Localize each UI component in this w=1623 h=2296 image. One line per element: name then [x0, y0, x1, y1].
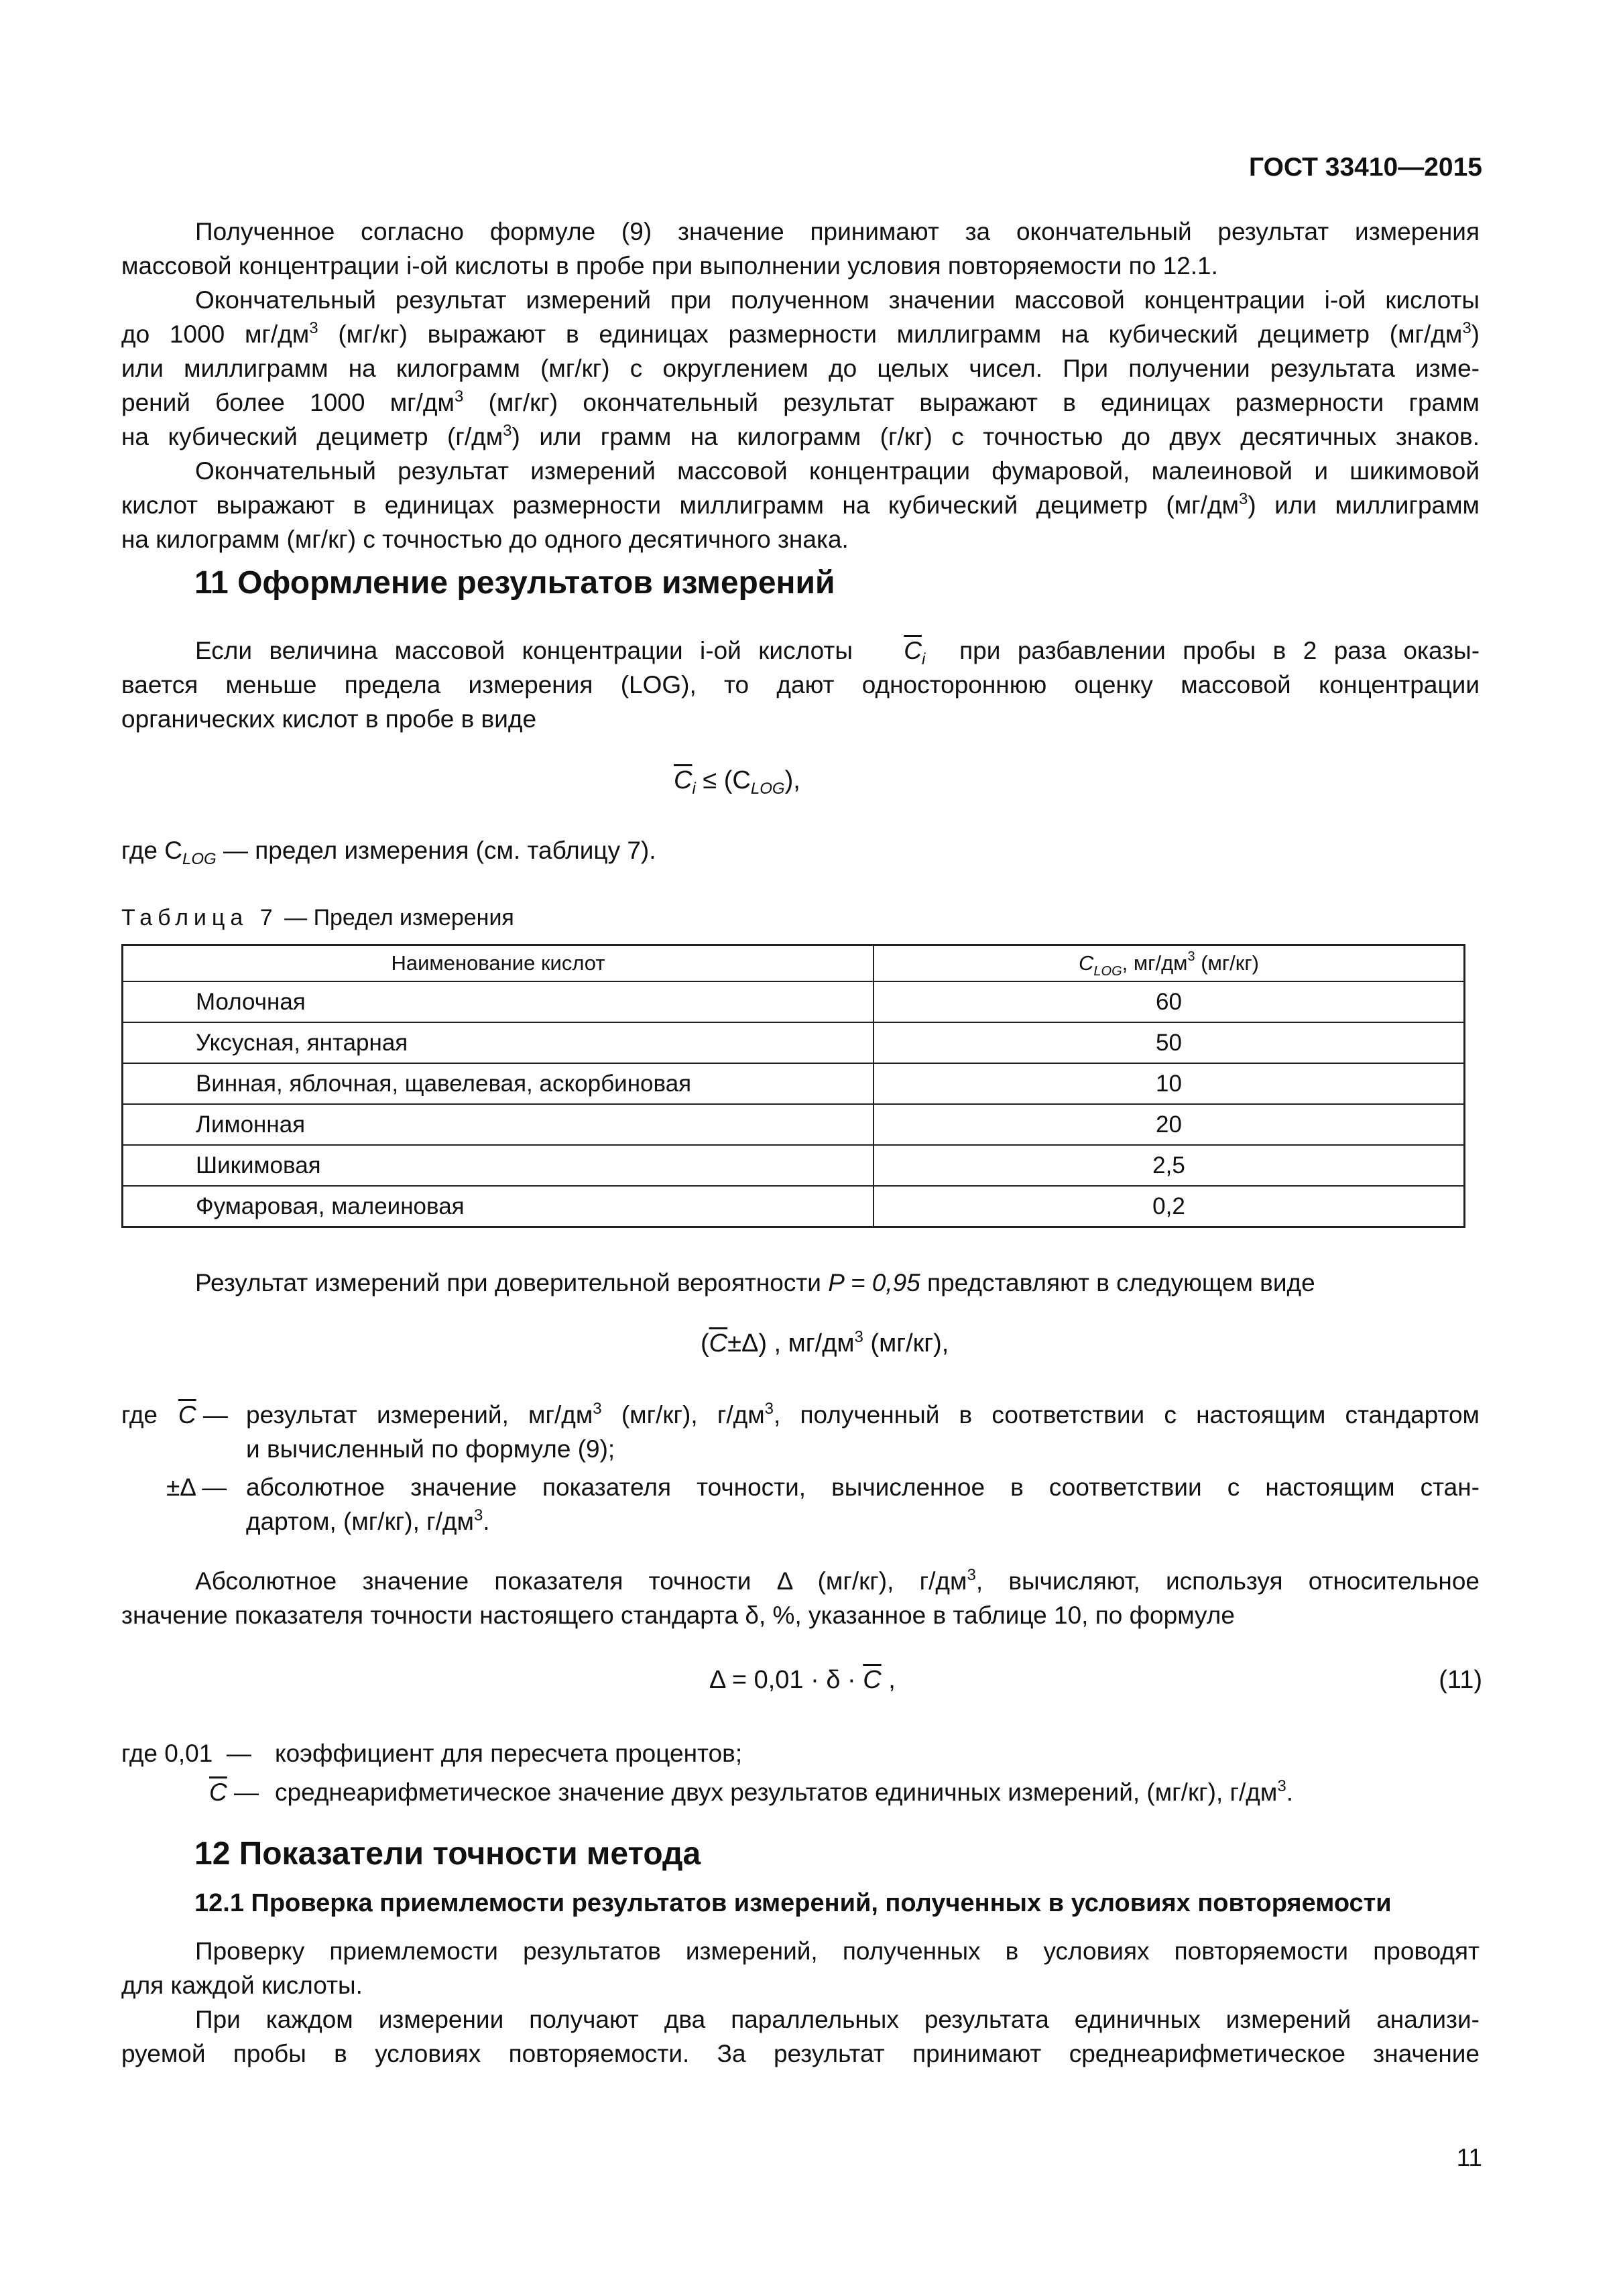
def-cbar-text: среднеарифметическое значение двух результатов единичных измерений, (мг/кг), $г/дм^3$. [275, 1777, 1293, 1806]
acid-name: Фумаровая, малеиновая [123, 1186, 874, 1227]
acid-name: Шикимовая [123, 1145, 874, 1186]
text-line: или миллиграмм на килограмм (мг/кг) с округлением до целых чисел. При получении результата изме- [121, 355, 1480, 382]
table-row [123, 981, 1465, 1022]
formula-result-form: $(\overline{C}\pm\Delta)$ , $мг/дм^3$ (мг/кг), [701, 1328, 949, 1357]
text-line: вается меньше предела измерения (LOG), то дают одностороннюю оценку массовой концентрации [121, 671, 1480, 699]
table-row [123, 1022, 1465, 1063]
def-c-label: где $\overline{C}$ — [121, 1401, 228, 1429]
intro-paragraph-1 [121, 215, 1480, 283]
acid-name: Лимонная [123, 1104, 874, 1145]
col-header-acid-name: Наименование кислот [123, 945, 874, 982]
page-number: 11 [1456, 2144, 1482, 2171]
result-paragraph [121, 1266, 1480, 1300]
clog-value: 10 [874, 1063, 1465, 1104]
section-12-title: 12 Показатели точности метода [194, 1836, 701, 1872]
acid-name: Молочная [123, 981, 874, 1022]
text-line: на килограмм (мг/кг) с точностью до одного десятичного знака. [121, 526, 849, 553]
table-7-caption: Таблица 7 — Предел измерения [121, 905, 514, 930]
acid-name: Уксусная, янтарная [123, 1022, 874, 1063]
section-12-paragraph-1 [121, 1934, 1480, 2002]
clog-value: 20 [874, 1104, 1465, 1145]
table-7 [121, 944, 1465, 1228]
section-11-paragraph [121, 633, 1480, 736]
intro-paragraph-3 [121, 454, 1480, 556]
section-12-paragraph-2 [121, 2002, 1480, 2071]
text-line: органических кислот в пробе в виде [121, 705, 537, 733]
intro-paragraph-2 [121, 283, 1480, 454]
def-coef-label: где 0,01 — [121, 1740, 251, 1767]
document-header: ГОСТ 33410—2015 [1249, 153, 1482, 182]
clog-value: 50 [874, 1022, 1465, 1063]
text-line: кислот выражают в единицах размерности миллиграмм на кубический дециметр $(мг/дм^3)$ или миллиграмм [121, 490, 1480, 519]
text-line: до 1000 $мг/дм^3$ (мг/кг) выражают в единицах размерности миллиграмм на кубический дециметр $(мг/дм^3)$ [121, 319, 1480, 348]
def-cbar-label: $\overline{C}$ — [209, 1778, 259, 1806]
formula-number: (11) [1439, 1666, 1482, 1694]
table-row [123, 1145, 1465, 1186]
text-line: Если величина массовой концентрации i-ой кислоты $\overline{C}_i$ при разбавлении пробы в 2 раза оказы- [195, 637, 1480, 668]
clog-value: 60 [874, 981, 1465, 1022]
abs-value-paragraph [121, 1564, 1480, 1632]
section-12-1-title: 12.1 Проверка приемлемости результатов измерений, полученных в условиях повторяемости [194, 1889, 1392, 1917]
acid-name: Винная, яблочная, щавелевая, аскорбиновая [123, 1063, 874, 1104]
text-line: руемой пробы в условиях повторяемости. За результат принимают среднеарифметическое значение [121, 2040, 1480, 2067]
formula-11: $\Delta = 0,01 \cdot \delta \cdot \overline{C}$ , [709, 1666, 896, 1694]
clog-value: 0,2 [874, 1186, 1465, 1227]
def-c-text: результат измерений, $мг/дм^3$ (мг/кг), $г/дм^3$, полученный в соответствии с настоящим стандартом и вычисленный по формуле (9); [246, 1400, 1480, 1463]
table-row [123, 1186, 1465, 1227]
table-row [123, 1063, 1465, 1104]
table-row [123, 1104, 1465, 1145]
text-line: При каждом измерении получают два параллельных результата единичных измерений анализи- [195, 2006, 1480, 2033]
text-line: Полученное согласно формуле (9) значение принимают за окончательный результат измерения [195, 218, 1480, 245]
clog-definition: где $C_{LOG}$ — предел измерения (см. таблицу 7). [121, 837, 656, 868]
text-line: Окончательный результат измерений при полученном значении массовой концентрации i-ой кислоты [195, 286, 1480, 314]
def-delta-label: ±Δ — [166, 1473, 227, 1501]
col-header-clog: $C_{LOG}$, $мг/дм^3$ (мг/кг) [874, 945, 1465, 982]
clog-value: 2,5 [874, 1145, 1465, 1186]
text-line: массовой концентрации i-ой кислоты в пробе при выполнении условия повторяемости по 12.1. [121, 252, 1218, 280]
formula-one-sided-estimate: $\overline{C}_i \le (C_{LOG})$, [674, 766, 800, 798]
def-delta-text: абсолютное значение показателя точности, вычисленное в соответствии с настоящим стан- дартом, (мг/кг), $г/дм^3$. [246, 1473, 1480, 1535]
text-line: Абсолютное значение показателя точности Δ (мг/кг), $г/дм^3$, вычисляют, используя относительное [195, 1566, 1480, 1595]
text-line: Результат измерений при доверительной вероятности P = 0,95 представляют в следующем виде [195, 1269, 1315, 1296]
def-coef-text: коэффициент для пересчета процентов; [275, 1740, 743, 1767]
text-line: Окончательный результат измерений массовой концентрации фумаровой, малеиновой и шикимовой [195, 457, 1480, 485]
text-line: значение показателя точности настоящего стандарта δ, %, указанное в таблице 10, по формуле [121, 1602, 1235, 1629]
section-11-title: 11 Оформление результатов измерений [194, 565, 835, 601]
text-line: Проверку приемлемости результатов измерений, полученных в условиях повторяемости проводят [195, 1937, 1480, 1965]
text-line: рений более 1000 $мг/дм^3$ (мг/кг) окончательный результат выражают в единицах размерности грамм [121, 387, 1480, 416]
table-header-row [123, 945, 1465, 982]
text-line: на кубический дециметр $(г/дм^3)$ или грамм на килограмм (г/кг) с точностью до двух десятичных знаков. [121, 422, 1480, 450]
text-line: для каждой кислоты. [121, 1972, 363, 1999]
